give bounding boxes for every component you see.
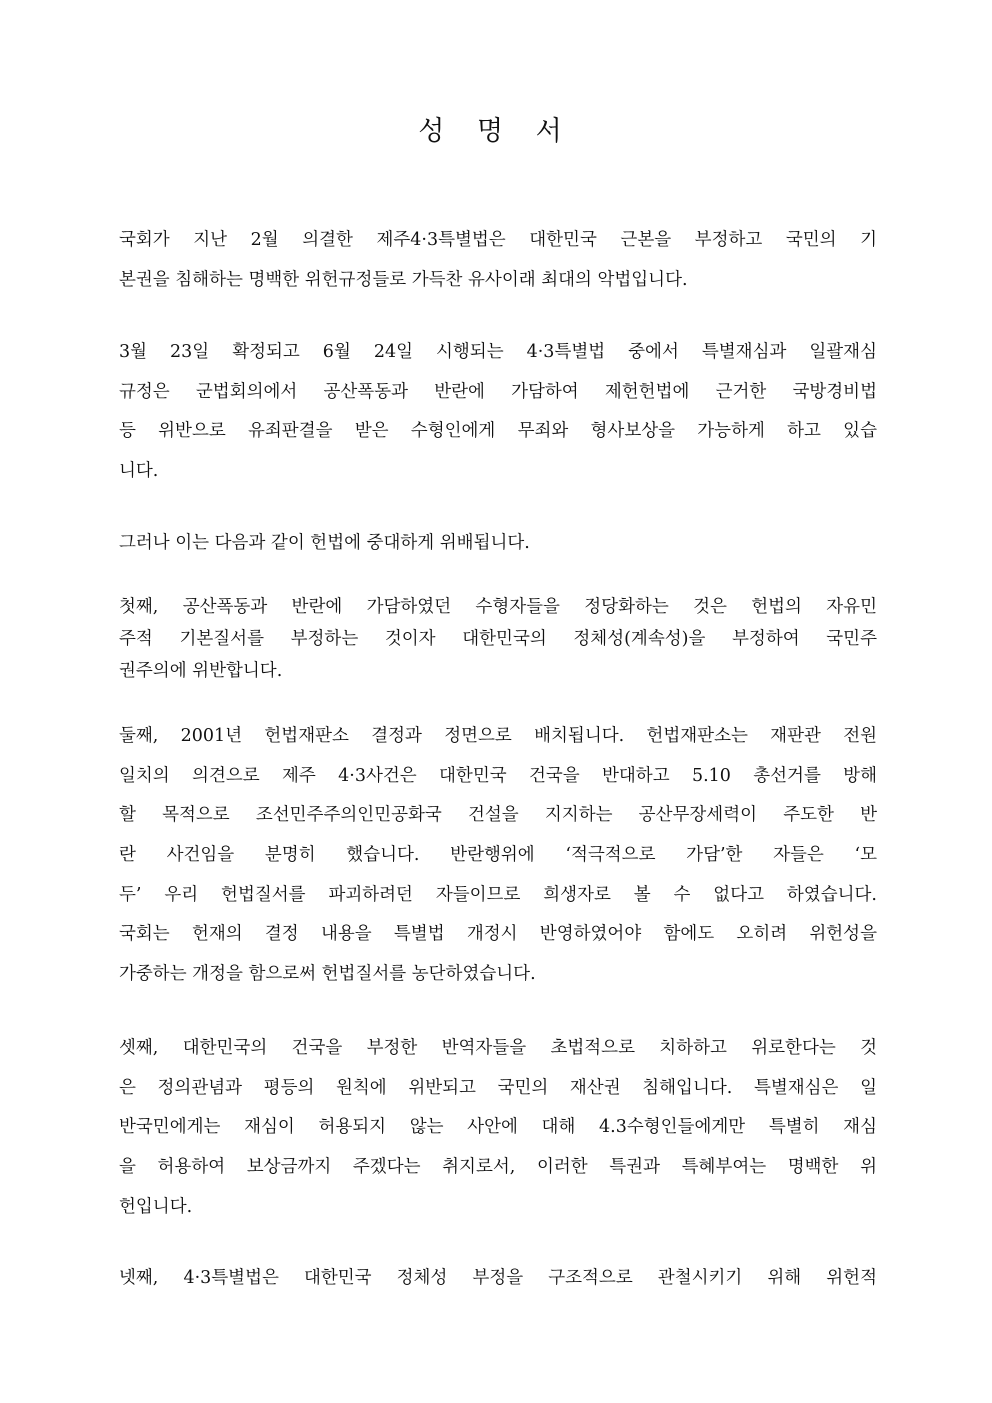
paragraph-line: 권주의에 위반합니다. <box>119 661 283 681</box>
paragraph-transition <box>119 524 877 564</box>
paragraph-line: 3월 23일 확정되고 6월 24일 시행되는 4·3특별법 중에서 특별재심과 일괄재심 <box>119 342 877 362</box>
paragraph-line: 헌입니다. <box>119 1196 193 1217</box>
paragraph-line: 니다. <box>119 461 159 482</box>
paragraph-provisions <box>119 333 877 492</box>
paragraph-intro <box>119 221 877 300</box>
paragraph-line: 일치의 의견으로 제주 4·3사건은 대한민국 건국을 반대하고 5.10 총선거를 방해 <box>119 765 877 786</box>
paragraph-line: 국회는 헌재의 결정 내용을 특별법 개정시 반영하였어야 함에도 오히려 위헌성을 <box>119 924 877 945</box>
paragraph-line: 두’ 우리 헌법질서를 파괴하려던 자들이므로 희생자로 볼 수 없다고 하였습니다. <box>119 884 877 905</box>
paragraph-line: 규정은 군법회의에서 공산폭동과 반란에 가담하여 제헌헌법에 근거한 국방경비법 <box>119 381 877 402</box>
paragraph-line: 본권을 침해하는 명백한 위헌규정들로 가득찬 유사이래 최대의 악법입니다. <box>119 269 688 290</box>
paragraph-line: 첫째, 공산폭동과 반란에 가담하였던 수형자들을 정당화하는 것은 헌법의 자유민 <box>119 597 877 617</box>
paragraph-third-point <box>119 1029 877 1227</box>
paragraph-line: 란 사건임을 분명히 했습니다. 반란행위에 ‘적극적으로 가담’한 자들은 ‘모 <box>119 845 877 866</box>
paragraph-line: 을 허용하여 보상금까지 주겠다는 취지로서, 이러한 특권과 특혜부여는 명백한 위 <box>119 1157 877 1178</box>
document-title: 성 명 서 <box>418 116 574 147</box>
paragraph-first-point <box>119 591 877 687</box>
paragraph-line: 할 목적으로 조선민주주의인민공화국 건설을 지지하는 공산무장세력이 주도한 반 <box>119 805 877 826</box>
paragraph-line: 가중하는 개정을 함으로써 헌법질서를 농단하였습니다. <box>119 964 536 985</box>
paragraph-fourth-point <box>119 1259 877 1299</box>
paragraph-line: 국회가 지난 2월 의결한 제주4·3특별법은 대한민국 근본을 부정하고 국민의 기 <box>119 230 877 250</box>
paragraph-line: 그러나 이는 다음과 같이 헌법에 중대하게 위배됩니다. <box>119 533 530 553</box>
paragraph-line: 주적 기본질서를 부정하는 것이자 대한민국의 정체성(계속성)을 부정하여 국민주 <box>119 629 877 649</box>
paragraph-line: 은 정의관념과 평등의 원칙에 위반되고 국민의 재산권 침해입니다. 특별재심은 일 <box>119 1077 877 1098</box>
paragraph-line: 둘째, 2001년 헌법재판소 결정과 정면으로 배치됩니다. 헌법재판소는 재판관 전원 <box>119 726 877 746</box>
paragraph-line: 등 위반으로 유죄판결을 받은 수형인에게 무죄와 형사보상을 가능하게 하고 있습 <box>119 421 877 442</box>
paragraph-line: 넷째, 4·3특별법은 대한민국 정체성 부정을 구조적으로 관철시키기 위해 위헌적 <box>119 1268 877 1288</box>
paragraph-line: 셋째, 대한민국의 건국을 부정한 반역자들을 초법적으로 치하하고 위로한다는 것 <box>119 1038 877 1058</box>
paragraph-second-point <box>119 717 877 995</box>
paragraph-line: 반국민에게는 재심이 허용되지 않는 사안에 대해 4.3수형인들에게만 특별히 재심 <box>119 1117 877 1138</box>
